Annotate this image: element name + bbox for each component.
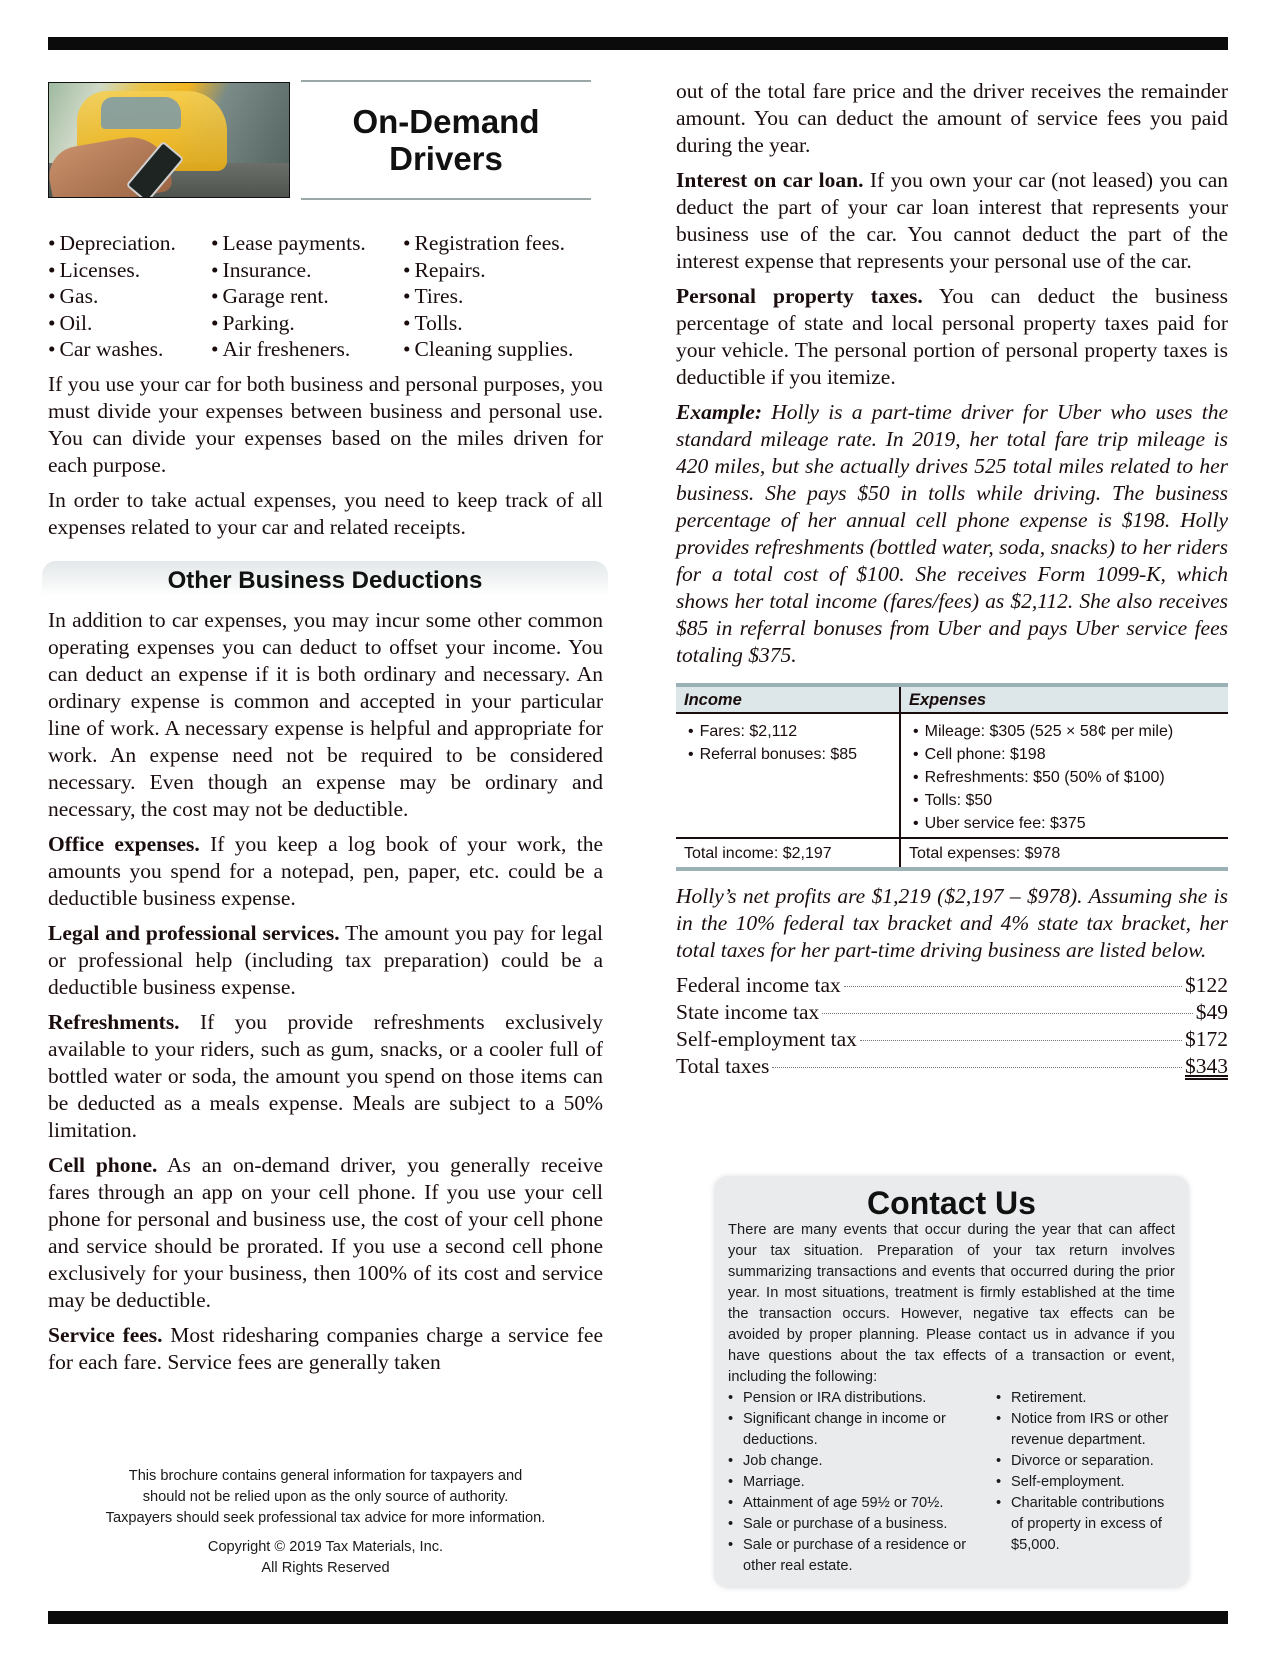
total-expenses: Total expenses: $978	[900, 838, 1228, 869]
total-income: Total income: $2,197	[676, 838, 900, 869]
expenses-cell	[900, 713, 1228, 838]
list-item: • Car washes.	[48, 336, 211, 363]
contact-body: There are many events that occur during the year that can affect your tax situation. Preparation of your tax return involves summarizing transactions and events that occurred during the prior year. In most situations, treatment is firmly established at the time the transaction occurs. However, negative tax effects can be avoided by proper planning. Please contact us in advance if you have questions about the tax effects of a transaction or event, including the following:	[728, 1222, 1175, 1385]
refreshments-heading: Refreshments.	[48, 1009, 180, 1034]
brochure-header	[48, 80, 603, 200]
disclaimer-line: should not be relied upon as the only source of authority.	[142, 1489, 509, 1505]
title-box	[301, 80, 591, 200]
track-expenses-paragraph: In order to take actual expenses, you need to keep track of all expenses related to your car and related receipts.	[48, 487, 603, 539]
disclaimer-line: Taxpayers should seek professional tax advice for more information.	[105, 1510, 546, 1526]
list-item: • Tires.	[403, 283, 603, 310]
list-item: • Charitable contributions of property in excess of $5,000.	[996, 1493, 1176, 1556]
list-item: • Gas.	[48, 283, 211, 310]
expense-item: • Cell phone: $198	[909, 743, 1220, 766]
list-item: • Garage rent.	[211, 283, 403, 310]
page-title-line2: Drivers	[389, 140, 503, 177]
tax-amount: $49	[1195, 1000, 1228, 1024]
tax-label: State income tax	[676, 1000, 820, 1024]
tax-total-row	[676, 1053, 1228, 1080]
tax-amount: $172	[1185, 1027, 1228, 1051]
contact-title: Contact Us	[867, 1185, 1036, 1221]
legal-services-paragraph: Legal and professional services. The amount you pay for legal or professional help (including tax preparation) could be a deductible business expense.	[48, 920, 603, 999]
legal-services-heading: Legal and professional services.	[48, 920, 340, 945]
tax-amount: $122	[1185, 973, 1228, 997]
dot-leader	[844, 986, 1182, 987]
list-item: • Air fresheners.	[211, 336, 403, 363]
tax-label: Self-employment tax	[676, 1027, 857, 1051]
income-expenses-table	[676, 683, 1228, 871]
list-item: • Repairs.	[403, 257, 603, 284]
list-item: • Insurance.	[211, 257, 403, 284]
refreshments-paragraph: Refreshments. If you provide refreshments exclusively available to your riders, such as gum, snacks, or a cooler full of bottled water or soda, the amount you spend on those items can be deducted as a meals expense. Meals are subject to a 50% limitation.	[48, 1009, 603, 1142]
list-item: • Notice from IRS or other revenue department.	[996, 1409, 1176, 1451]
contact-us-box	[714, 1176, 1189, 1588]
top-rule-bar	[48, 37, 1228, 50]
section-heading	[42, 561, 608, 597]
section-title: Other Business Deductions	[167, 566, 483, 594]
contact-list-right	[996, 1388, 1176, 1577]
table-row	[676, 713, 1228, 838]
list-item: • Divorce or separation.	[996, 1451, 1176, 1472]
net-profit-paragraph: Holly’s net profits are $1,219 ($2,197 – $978). Assuming she is in the 10% federal tax bracket and 4% state tax bracket, her total taxes for her part-time driving business are listed below.	[676, 884, 1228, 962]
property-taxes-paragraph: Personal property taxes. You can deduct the business percentage of state and local personal property taxes paid for your vehicle. The personal portion of personal property taxes is deductible if you itemize.	[676, 284, 1228, 389]
tax-row	[676, 999, 1228, 1026]
list-item: • Job change.	[728, 1451, 996, 1472]
expense-item: • Uber service fee: $375	[909, 812, 1220, 835]
list-item: • Licenses.	[48, 257, 211, 284]
intro-paragraph: In addition to car expenses, you may incur some other common operating expenses you can deduct to offset your income. You can deduct an expense if it is both ordinary and necessary. An ordinary expense is common and accepted in your particular line of work. A necessary expense is helpful and appropriate for work. An expense need not be required to be considered necessary. Even though an expense may be ordinary and necessary, the cost may not be deductible.	[48, 607, 603, 821]
property-taxes-heading: Personal property taxes.	[676, 284, 923, 308]
service-fees-paragraph: Service fees. Most ridesharing companies charge a service fee for each fare. Service fees are generally taken	[48, 1322, 603, 1374]
income-item: • Fares: $2,112	[684, 720, 891, 743]
example-heading: Example:	[676, 400, 762, 424]
office-expenses-heading: Office expenses.	[48, 831, 200, 856]
contact-event-list	[728, 1388, 1175, 1577]
list-item: • Registration fees.	[403, 230, 603, 257]
list-item: • Self-employment.	[996, 1472, 1176, 1493]
driver-phone-photo	[48, 82, 290, 198]
list-item: • Retirement.	[996, 1388, 1176, 1409]
list-item: • Marriage.	[728, 1472, 996, 1493]
list-item: • Cleaning supplies.	[403, 336, 603, 363]
list-item: • Tolls.	[403, 310, 603, 337]
copyright: Copyright © 2019 Tax Materials, Inc.	[207, 1539, 444, 1555]
list-item: • Sale or purchase of a business.	[728, 1514, 996, 1535]
table-total-row	[676, 838, 1228, 869]
dot-leader	[860, 1040, 1182, 1041]
list-item: • Oil.	[48, 310, 211, 337]
service-fees-heading: Service fees.	[48, 1322, 163, 1347]
left-column	[48, 80, 603, 1384]
income-item: • Referral bonuses: $85	[684, 743, 891, 766]
tax-label: Total taxes	[676, 1054, 770, 1078]
expenses-column-header: Expenses	[900, 685, 1228, 713]
cell-phone-heading: Cell phone.	[48, 1152, 158, 1177]
bottom-rule-bar	[48, 1611, 1228, 1624]
cell-phone-paragraph: Cell phone. As an on-demand driver, you generally receive fares through an app on your cell phone. If you use your cell phone for personal and business use, the cost of your cell phone and service should be prorated. If you use a second cell phone exclusively for your business, then 100% of its cost and service may be deductible.	[48, 1152, 604, 1312]
disclaimer	[48, 1466, 603, 1579]
example-paragraph: Example: Holly is a part-time driver for Uber who uses the standard mileage rate. In 2019, her total fare trip mileage is 420 miles, but she actually drives 525 total miles related to her business. She pays $50 in tolls while driving. The business percentage of her annual cell phone expense is $198. Holly provides refreshments (bottled water, soda, snacks) to her riders for a total cost of $100. She receives Form 1099-K, which shows her total income (fares/fees) as $2,112. She also receives $85 in referral bonuses from Uber and pays Uber service fees totaling $375.	[676, 400, 1228, 667]
income-cell	[676, 713, 900, 838]
right-column	[676, 78, 1228, 1080]
tax-amount: $343	[1185, 1054, 1228, 1078]
income-column-header: Income	[676, 685, 900, 713]
contact-list-left	[728, 1388, 996, 1577]
page-title-line1: On-Demand	[352, 103, 540, 140]
list-item: • Significant change in income or deductions.	[728, 1409, 996, 1451]
car-expense-list	[48, 230, 603, 363]
list-item: • Sale or purchase of a residence or other real estate.	[728, 1535, 996, 1577]
tax-row	[676, 1026, 1228, 1053]
expense-item: • Refreshments: $50 (50% of $100)	[909, 766, 1220, 789]
expense-item: • Mileage: $305 (525 × 58¢ per mile)	[909, 720, 1220, 743]
disclaimer-line: This brochure contains general information for taxpayers and	[128, 1468, 523, 1484]
list-item: • Attainment of age 59½ or 70½.	[728, 1493, 996, 1514]
expense-item: • Tolls: $50	[909, 789, 1220, 812]
list-item: • Pension or IRA distributions.	[728, 1388, 996, 1409]
tax-summary-list	[676, 972, 1228, 1080]
car-loan-interest-paragraph: Interest on car loan. If you own your car (not leased) you can deduct the part of your car loan interest that represents your business use of the car. You cannot deduct the part of the interest expense that represents your personal use of the car.	[676, 168, 1228, 273]
service-fees-continued: out of the total fare price and the driver receives the remainder amount. You can deduct the amount of service fees you paid during the year.	[676, 79, 1228, 157]
car-loan-interest-heading: Interest on car loan.	[676, 168, 864, 192]
dot-leader	[822, 1013, 1192, 1014]
list-item: • Depreciation.	[48, 230, 211, 257]
office-expenses-paragraph: Office expenses. If you keep a log book of your work, the amounts you spend for a notepad, pen, paper, etc. could be a deductible business expense.	[48, 831, 603, 910]
tax-label: Federal income tax	[676, 973, 841, 997]
list-item: • Lease payments.	[211, 230, 403, 257]
divide-expenses-paragraph: If you use your car for both business and personal purposes, you must divide your expenses between business and personal use. You can divide your expenses based on the miles driven for each purpose.	[48, 371, 603, 477]
tax-row	[676, 972, 1228, 999]
dot-leader	[772, 1067, 1182, 1068]
list-item: • Parking.	[211, 310, 403, 337]
rights-reserved: All Rights Reserved	[261, 1560, 390, 1576]
